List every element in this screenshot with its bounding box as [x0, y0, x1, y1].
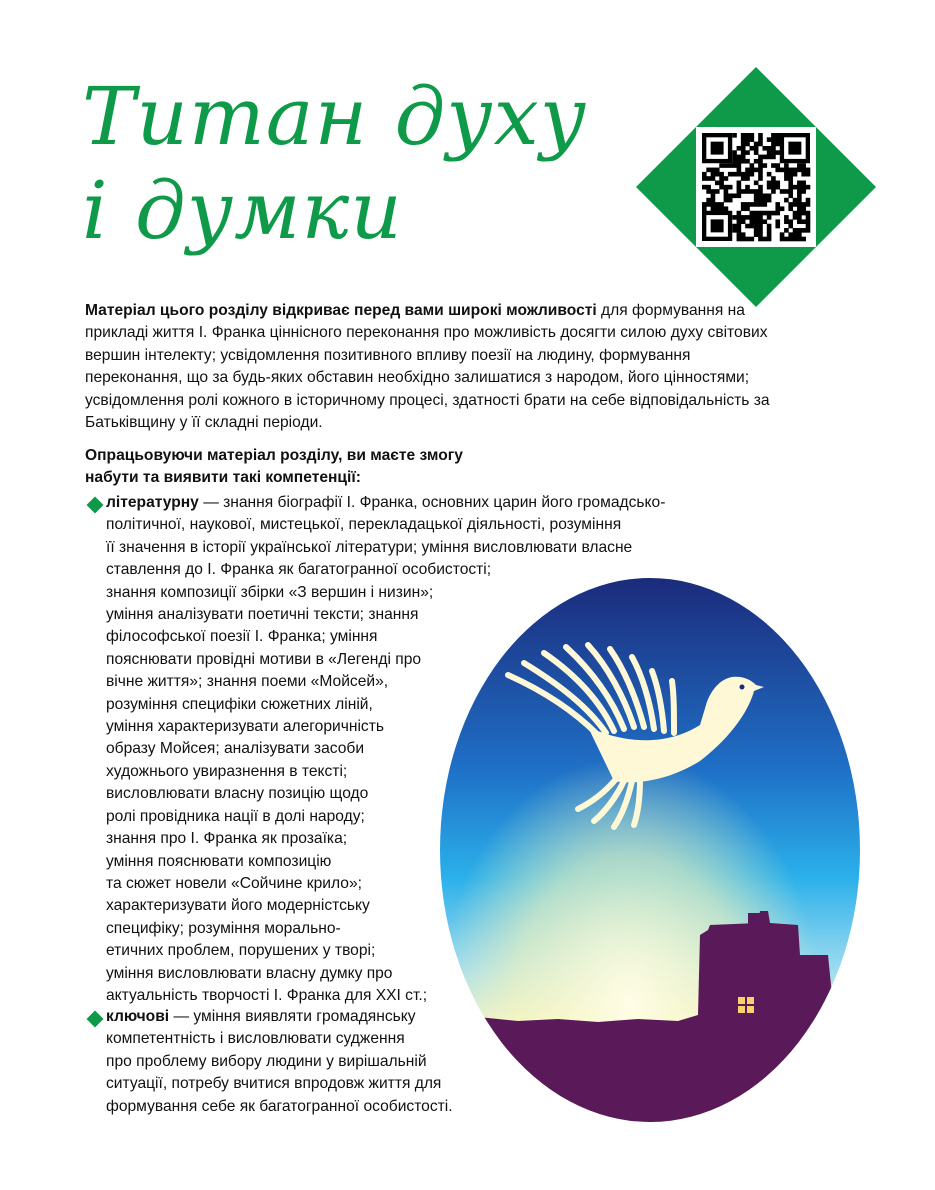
- literary-line-text: політичної, наукової, мистецької, перекладацької діяльності, розуміння: [106, 516, 622, 534]
- literary-line-text: та сюжет новели «Сойчине крило»;: [106, 874, 362, 892]
- literary-line-text: ставлення до І. Франка як багатогранної особистості;: [106, 561, 492, 579]
- key-line: [106, 1096, 453, 1118]
- key-line: [106, 1051, 453, 1073]
- literary-line-text: філософської поезії І. Франка; уміння: [106, 628, 378, 646]
- literary-line-text: знання композиції збірки «З вершин і низин»;: [106, 583, 434, 601]
- literary-line-text: етичних проблем, порушених у творі;: [106, 942, 376, 960]
- green-diamond-bullet-icon: [87, 497, 104, 514]
- literary-line-text: її значення в історії української літератури; уміння висловлювати власне: [106, 538, 633, 556]
- literary-line-text: ролі провідника нації в долі народу;: [106, 807, 365, 825]
- illustration-canvas: [438, 575, 863, 1125]
- chapter-title-line-1: Титан духу: [82, 70, 588, 163]
- competencies-heading-line-2: набути та виявити такі компетенції:: [85, 469, 361, 487]
- literary-line-text: пояснювати провідні мотиви в «Легенді про: [106, 650, 422, 668]
- literary-line-text: розуміння специфіки сюжетних ліній,: [106, 695, 373, 713]
- intro-lead: Матеріал цього розділу відкриває перед вами широкі можливості: [85, 302, 597, 319]
- literary-line-text: — знання біографії І. Франка, основних царин його громадсько-: [198, 494, 666, 511]
- literary-line-text: уміння аналізувати поетичні тексти; знання: [106, 606, 419, 624]
- key-line-text: — уміння виявляти громадянську: [169, 1008, 416, 1025]
- key-line-text: ситуації, потребу вчитися впродовж життя для: [106, 1075, 442, 1093]
- literary-line: [106, 514, 665, 536]
- literary-line-text: вічне життя»; знання поеми «Мойсей»,: [106, 673, 389, 691]
- key-line-text: компетентність і висловлювати судження: [106, 1030, 405, 1048]
- key-line-text: про проблему вибору людини у вирішальній: [106, 1052, 427, 1070]
- literary-line-text: висловлювати власну позицію щодо: [106, 785, 369, 803]
- chapter-title: [82, 70, 587, 258]
- literary-line: [106, 537, 665, 559]
- key-line: [106, 1028, 453, 1050]
- literary-term: літературну: [106, 494, 199, 511]
- qr-code-icon: [636, 67, 876, 307]
- literary-line-text: образу Мойсея; аналізувати засоби: [106, 740, 365, 758]
- intro-rest: для формування на прикладі життя І. Франка ціннісного переконання про можливість досягти силою духу світових вершин інтелекту; усвідомлення позитивного впливу поезії на людину, формування переконання, що за будь-яких обставин необхідно залишатися з народом, його цінностями; усвідомлення ролі кожного в історичному процесі, здатності брати на себе відповідальність за Батьківщину у її складні періоди.: [85, 302, 770, 432]
- green-diamond-bullet-icon: [87, 1011, 104, 1028]
- literary-line-text: специфіку; розуміння морально-: [106, 919, 341, 937]
- literary-line: [106, 492, 665, 514]
- key-competence: [106, 1006, 453, 1118]
- literary-line-text: знання про І. Франка як прозаїка;: [106, 830, 348, 848]
- literary-line-text: актуальність творчості І. Франка для ХХІ ст.;: [106, 986, 428, 1004]
- key-line: [106, 1073, 453, 1095]
- key-line: [106, 1006, 453, 1028]
- literary-line-text: уміння характеризувати алегоричність: [106, 718, 384, 736]
- key-term: ключові: [106, 1008, 170, 1025]
- dove-over-village-illustration: [438, 575, 863, 1125]
- qr-code-badge[interactable]: [636, 67, 876, 307]
- literary-line-text: художнього увиразнення в тексті;: [106, 762, 348, 780]
- literary-line-text: уміння пояснювати композицію: [106, 852, 332, 870]
- chapter-title-line-2: і думки: [82, 164, 403, 257]
- competencies-heading-line-1: Опрацьовуючи матеріал розділу, ви маєте змогу: [85, 447, 463, 464]
- literary-line-text: характеризувати його модерністську: [106, 897, 370, 915]
- competencies-heading: [85, 445, 525, 490]
- intro-paragraph: [85, 300, 785, 434]
- key-line-text: формування себе як багатогранної особистості.: [106, 1097, 453, 1115]
- literary-line-text: уміння висловлювати власну думку про: [106, 964, 393, 982]
